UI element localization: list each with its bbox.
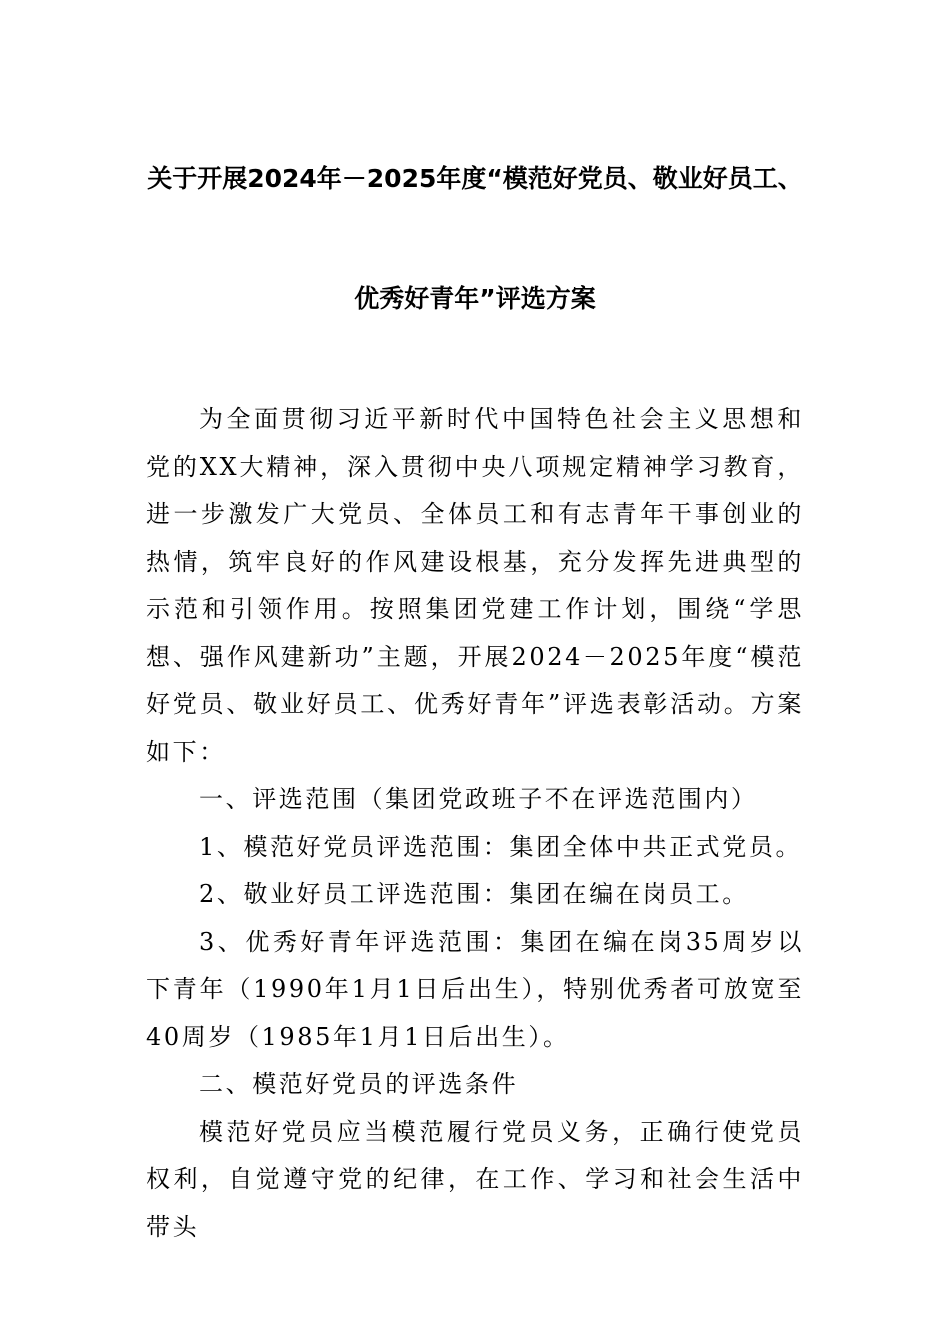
scope-item-youth: 3、优秀好青年评选范围：集团在编在岗35周岁以下青年（1990年1月1日后出生），特别优秀者可放宽至40周岁（1985年1月1日后出生）。 (146, 927, 804, 1051)
paragraph-intro: 为全面贯彻习近平新时代中国特色社会主义思想和党的XX大精神，深入贯彻中央八项规定精神学习教育，进一步激发广大党员、全体员工和有志青年干事创业的热情，筑牢良好的作风建设根基，充分发挥先进典型的示范和引领作用。按照集团党建工作计划，围绕“学思想、强作风建新功”主题，开展2024－2025年度“模范好党员、敬业好员工、优秀好青年”评选表彰活动。方案如下： (146, 405, 804, 766)
scope-item-employee: 2、敬业好员工评选范围：集团在编在岗员工。 (199, 880, 749, 908)
scope-item-party-member: 1、模范好党员评选范围：集团全体中共正式党员。 (199, 832, 803, 861)
section-heading-scope: 一、评选范围（集团党政班子不在评选范围内） (199, 785, 758, 813)
section-heading-conditions: 二、模范好党员的评选条件 (199, 1070, 519, 1098)
document-body (146, 396, 804, 1251)
document-title-line-1: 关于开展2024年－2025年度“模范好党员、敬业好员工、 (147, 164, 803, 193)
document-title-line-2: 优秀好青年”评选方案 (354, 284, 596, 313)
paragraph-conditions: 模范好党员应当模范履行党员义务，正确行使党员权利，自觉遵守党的纪律，在工作、学习和社会生活中带头 (146, 1117, 804, 1241)
